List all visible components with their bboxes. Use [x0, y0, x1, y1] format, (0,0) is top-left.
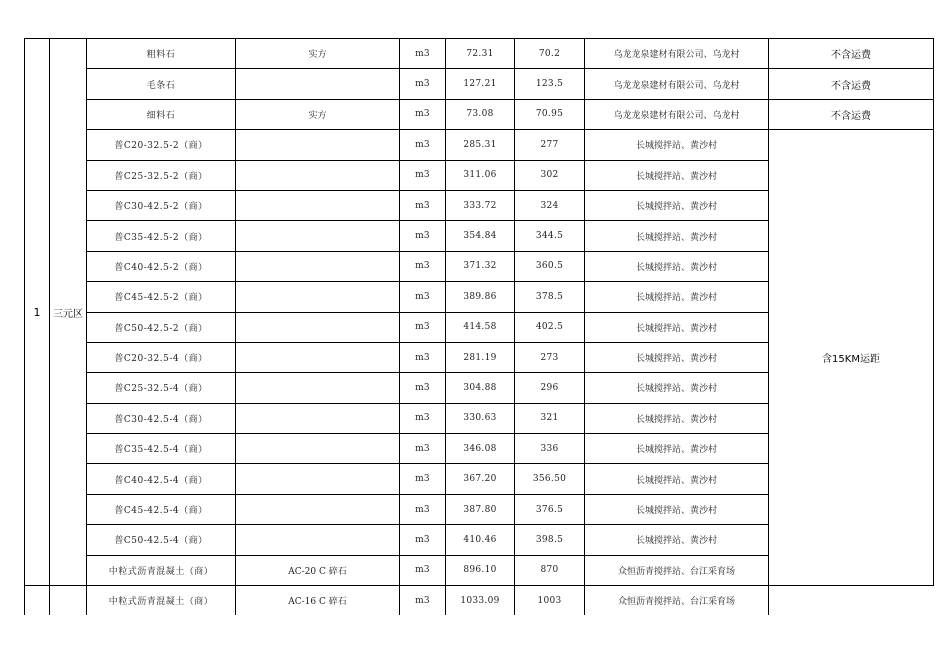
spec-cell [236, 434, 400, 464]
table-row [25, 39, 934, 69]
table-row [25, 130, 934, 160]
material-name: 普C35-42.5-2（商） [87, 221, 236, 251]
unit-cell: m3 [400, 282, 446, 312]
price-tax-cell: 127.21 [446, 69, 515, 99]
material-name: 普C20-32.5-2（商） [87, 130, 236, 160]
price-tax-cell: 387.80 [446, 494, 515, 524]
supplier-cell: 众恒沥青搅拌站、台江采育场 [585, 586, 769, 616]
spec-cell [236, 221, 400, 251]
spec-cell [236, 373, 400, 403]
table-body [25, 39, 934, 616]
spec-cell [236, 403, 400, 433]
price-tax-cell: 410.46 [446, 525, 515, 555]
price-cell: 402.5 [515, 312, 585, 342]
table-row [25, 99, 934, 129]
spec-cell: AC-20 C 碎石 [236, 555, 400, 585]
spec-cell [236, 282, 400, 312]
supplier-cell: 乌龙龙泉建材有限公司、乌龙村 [585, 39, 769, 69]
material-name: 普C40-42.5-4（商） [87, 464, 236, 494]
material-name: 普C30-42.5-4（商） [87, 403, 236, 433]
unit-cell: m3 [400, 525, 446, 555]
unit-cell: m3 [400, 555, 446, 585]
price-cell: 870 [515, 555, 585, 585]
district-empty [50, 586, 87, 616]
price-cell: 70.2 [515, 39, 585, 69]
price-cell: 378.5 [515, 282, 585, 312]
price-tax-cell: 346.08 [446, 434, 515, 464]
unit-cell: m3 [400, 373, 446, 403]
spec-cell [236, 464, 400, 494]
price-cell: 356.50 [515, 464, 585, 494]
unit-cell: m3 [400, 221, 446, 251]
note-cell: 不含运费 [769, 39, 934, 69]
material-name: 普C40-42.5-2（商） [87, 251, 236, 281]
row-index: 1 [25, 39, 50, 586]
spec-cell [236, 342, 400, 372]
supplier-cell: 长城搅拌站、黄沙村 [585, 373, 769, 403]
unit-cell: m3 [400, 251, 446, 281]
supplier-cell: 长城搅拌站、黄沙村 [585, 434, 769, 464]
spec-cell [236, 69, 400, 99]
note-cell: 不含运费 [769, 99, 934, 129]
unit-cell: m3 [400, 342, 446, 372]
unit-cell: m3 [400, 190, 446, 220]
supplier-cell: 长城搅拌站、黄沙村 [585, 130, 769, 160]
supplier-cell: 长城搅拌站、黄沙村 [585, 342, 769, 372]
material-name: 普C30-42.5-2（商） [87, 190, 236, 220]
spec-cell [236, 160, 400, 190]
price-sheet [24, 38, 933, 615]
district-name: 三元区 [50, 39, 87, 586]
material-name: 毛条石 [87, 69, 236, 99]
price-tax-cell: 389.86 [446, 282, 515, 312]
row-index-empty [25, 586, 50, 616]
unit-cell: m3 [400, 464, 446, 494]
unit-cell: m3 [400, 69, 446, 99]
price-tax-cell: 896.10 [446, 555, 515, 585]
price-cell: 302 [515, 160, 585, 190]
material-name: 普C45-42.5-4（商） [87, 494, 236, 524]
material-name: 普C50-42.5-2（商） [87, 312, 236, 342]
spec-cell [236, 494, 400, 524]
material-name: 普C50-42.5-4（商） [87, 525, 236, 555]
price-tax-cell: 354.84 [446, 221, 515, 251]
spec-cell: 实方 [236, 39, 400, 69]
material-name: 细料石 [87, 99, 236, 129]
supplier-cell: 长城搅拌站、黄沙村 [585, 160, 769, 190]
supplier-cell: 众恒沥青搅拌站、台江采育场 [585, 555, 769, 585]
supplier-cell: 长城搅拌站、黄沙村 [585, 464, 769, 494]
supplier-cell: 长城搅拌站、黄沙村 [585, 494, 769, 524]
price-cell: 336 [515, 434, 585, 464]
material-name: 普C45-42.5-2（商） [87, 282, 236, 312]
merged-note-cell: 含15KM运距 [769, 130, 934, 586]
price-cell: 344.5 [515, 221, 585, 251]
table-row [25, 69, 934, 99]
supplier-cell: 长城搅拌站、黄沙村 [585, 251, 769, 281]
supplier-cell: 乌龙龙泉建材有限公司、乌龙村 [585, 69, 769, 99]
price-tax-cell: 72.31 [446, 39, 515, 69]
spec-cell [236, 312, 400, 342]
material-name: 中粒式沥青混凝土（商） [87, 586, 236, 616]
unit-cell: m3 [400, 434, 446, 464]
price-cell: 123.5 [515, 69, 585, 99]
price-tax-cell: 285.31 [446, 130, 515, 160]
supplier-cell: 长城搅拌站、黄沙村 [585, 221, 769, 251]
unit-cell: m3 [400, 494, 446, 524]
price-tax-cell: 330.63 [446, 403, 515, 433]
material-name: 普C25-32.5-4（商） [87, 373, 236, 403]
material-name: 普C20-32.5-4（商） [87, 342, 236, 372]
note-empty [769, 586, 934, 616]
spec-cell: AC-16 C 碎石 [236, 586, 400, 616]
spec-cell: 实方 [236, 99, 400, 129]
supplier-cell: 乌龙龙泉建材有限公司、乌龙村 [585, 99, 769, 129]
unit-cell: m3 [400, 403, 446, 433]
spec-cell [236, 190, 400, 220]
price-tax-cell: 333.72 [446, 190, 515, 220]
material-name: 粗料石 [87, 39, 236, 69]
price-cell: 296 [515, 373, 585, 403]
unit-cell: m3 [400, 586, 446, 616]
note-cell: 不含运费 [769, 69, 934, 99]
price-tax-cell: 281.19 [446, 342, 515, 372]
price-cell: 376.5 [515, 494, 585, 524]
spec-cell [236, 130, 400, 160]
price-cell: 70.95 [515, 99, 585, 129]
price-tax-cell: 73.08 [446, 99, 515, 129]
unit-cell: m3 [400, 130, 446, 160]
spec-cell [236, 251, 400, 281]
price-cell: 321 [515, 403, 585, 433]
supplier-cell: 长城搅拌站、黄沙村 [585, 190, 769, 220]
price-tax-cell: 1033.09 [446, 586, 515, 616]
price-tax-cell: 414.58 [446, 312, 515, 342]
supplier-cell: 长城搅拌站、黄沙村 [585, 282, 769, 312]
price-tax-cell: 371.32 [446, 251, 515, 281]
supplier-cell: 长城搅拌站、黄沙村 [585, 312, 769, 342]
price-tax-cell: 367.20 [446, 464, 515, 494]
unit-cell: m3 [400, 312, 446, 342]
material-name: 普C25-32.5-2（商） [87, 160, 236, 190]
price-cell: 360.5 [515, 251, 585, 281]
price-table [24, 38, 934, 615]
price-tax-cell: 304.88 [446, 373, 515, 403]
price-cell: 398.5 [515, 525, 585, 555]
unit-cell: m3 [400, 39, 446, 69]
price-tax-cell: 311.06 [446, 160, 515, 190]
price-cell: 1003 [515, 586, 585, 616]
material-name: 中粒式沥青混凝土（商） [87, 555, 236, 585]
price-cell: 277 [515, 130, 585, 160]
table-row [25, 586, 934, 616]
price-cell: 273 [515, 342, 585, 372]
supplier-cell: 长城搅拌站、黄沙村 [585, 525, 769, 555]
supplier-cell: 长城搅拌站、黄沙村 [585, 403, 769, 433]
unit-cell: m3 [400, 99, 446, 129]
material-name: 普C35-42.5-4（商） [87, 434, 236, 464]
spec-cell [236, 525, 400, 555]
unit-cell: m3 [400, 160, 446, 190]
price-cell: 324 [515, 190, 585, 220]
